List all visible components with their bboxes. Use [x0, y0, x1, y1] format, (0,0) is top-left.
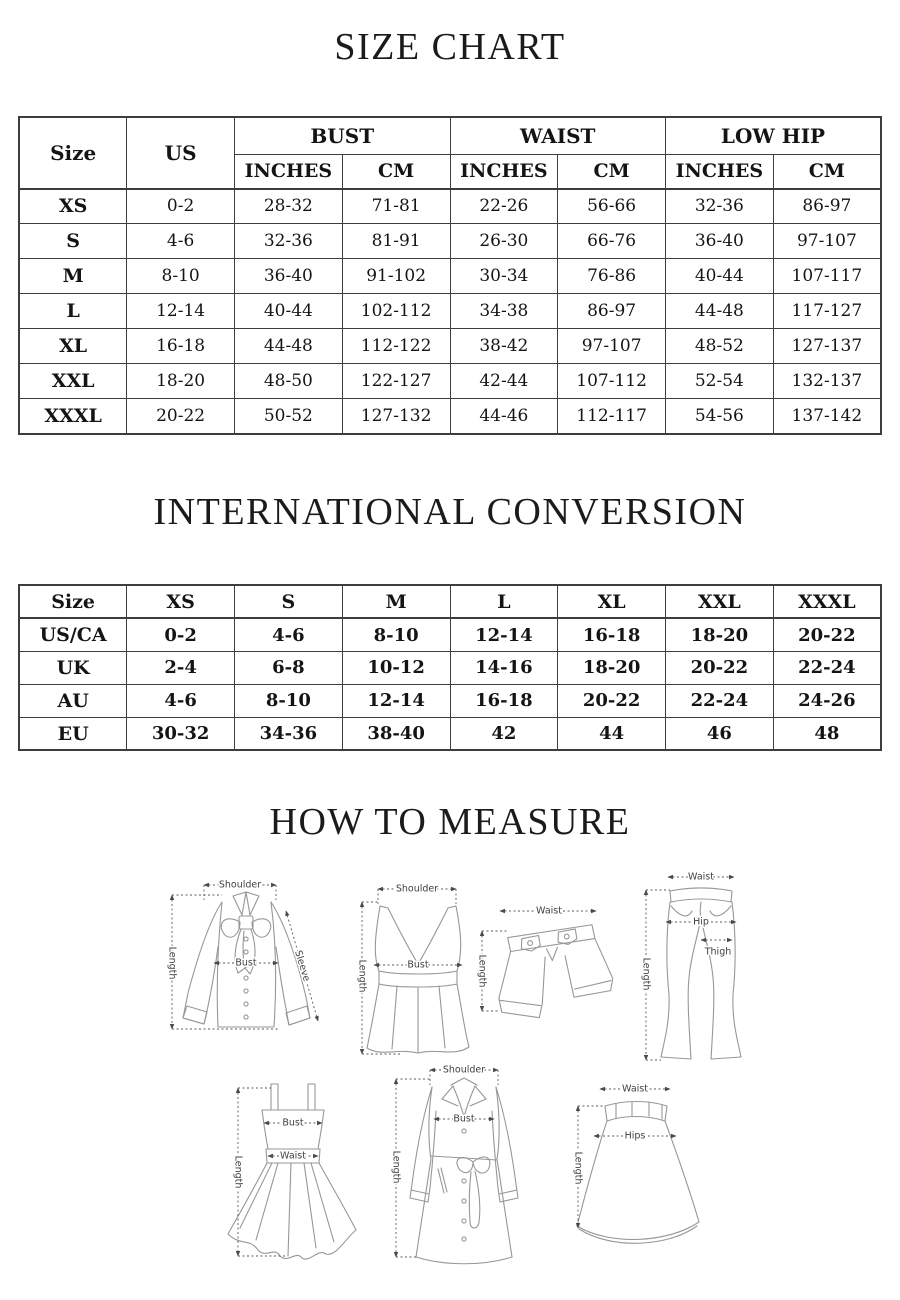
shorts-dimensions	[477, 906, 597, 1012]
skirt-outline	[577, 1102, 699, 1244]
table-cell: 32-36	[235, 224, 343, 259]
col-header-bust: BUST	[235, 117, 451, 155]
col-header: Size	[19, 585, 127, 618]
table-cell: 40-44	[666, 259, 774, 294]
table-row	[19, 651, 881, 684]
blouse-shoulder-label: Shoulder	[218, 879, 262, 891]
table-cell: 16-18	[558, 618, 666, 651]
tank-shoulder-label: Shoulder	[395, 883, 439, 895]
unit-header: INCHES	[235, 154, 343, 189]
tank-outline	[367, 906, 469, 1053]
table-cell: 24-26	[773, 684, 881, 717]
col-header: M	[342, 585, 450, 618]
how-to-measure-title: HOW TO MEASURE	[269, 801, 631, 844]
coat-length-label: Length	[390, 1150, 402, 1184]
table-cell: 8-10	[127, 259, 235, 294]
size-chart-header	[19, 117, 881, 189]
table-cell: 86-97	[558, 294, 666, 329]
shorts-length-label: Length	[476, 954, 488, 988]
table-cell: 42	[450, 717, 558, 750]
table-cell: 14-16	[450, 651, 558, 684]
table-cell: 16-18	[127, 329, 235, 364]
table-cell: 18-20	[558, 651, 666, 684]
conversion-header	[19, 585, 881, 618]
table-cell: 32-36	[666, 189, 774, 224]
table-cell: 107-112	[558, 364, 666, 399]
coat-bust-label: Bust	[453, 1113, 475, 1125]
table-cell: 40-44	[235, 294, 343, 329]
table-cell: 0-2	[127, 618, 235, 651]
table-cell: 44	[558, 717, 666, 750]
table-cell: 102-112	[342, 294, 450, 329]
table-cell: 12-14	[342, 684, 450, 717]
skirt-waist-label: Waist	[622, 1083, 648, 1095]
pants-hip-label: Hip	[693, 916, 709, 928]
table-cell: 127-132	[342, 399, 450, 434]
table-cell: 2-4	[127, 651, 235, 684]
table-cell: 71-81	[342, 189, 450, 224]
table-cell: 50-52	[235, 399, 343, 434]
table-cell: 76-86	[558, 259, 666, 294]
table-cell: 127-137	[773, 329, 881, 364]
dress-dimensions	[233, 1088, 323, 1256]
table-cell: 26-30	[450, 224, 558, 259]
table-cell: 20-22	[773, 618, 881, 651]
table-cell: 132-137	[773, 364, 881, 399]
conversion-title: INTERNATIONAL CONVERSION	[153, 490, 747, 533]
table-cell: 0-2	[127, 189, 235, 224]
table-cell: 30-34	[450, 259, 558, 294]
pants-waist-label: Waist	[688, 871, 714, 883]
col-header: XXXL	[773, 585, 881, 618]
coat-outline	[410, 1078, 518, 1264]
shorts-outline	[494, 924, 615, 1021]
table-row	[19, 224, 881, 259]
table-cell: 42-44	[450, 364, 558, 399]
table-cell: 22-26	[450, 189, 558, 224]
table-cell: 30-32	[127, 717, 235, 750]
table-cell: 112-117	[558, 399, 666, 434]
table-cell: 6-8	[235, 651, 343, 684]
table-row	[19, 259, 881, 294]
table-cell: 38-42	[450, 329, 558, 364]
table-cell: 8-10	[235, 684, 343, 717]
col-header: XS	[127, 585, 235, 618]
tank-length-label: Length	[356, 959, 368, 993]
table-cell: 48-50	[235, 364, 343, 399]
table-cell: 4-6	[127, 224, 235, 259]
table-cell: 48-52	[666, 329, 774, 364]
dress-length-label: Length	[232, 1155, 244, 1189]
table-cell: 44-46	[450, 399, 558, 434]
dress-outline	[228, 1084, 356, 1259]
shorts-waist-label: Waist	[536, 905, 562, 917]
size-cell: XXXL	[19, 399, 127, 434]
size-chart-table	[18, 116, 882, 435]
unit-header: INCHES	[450, 154, 558, 189]
table-cell: 34-36	[235, 717, 343, 750]
table-cell: 10-12	[342, 651, 450, 684]
pants-drawing	[628, 866, 770, 1064]
col-header: XXL	[666, 585, 774, 618]
table-cell: 22-24	[773, 651, 881, 684]
size-cell: XXL	[19, 364, 127, 399]
table-cell: 36-40	[666, 224, 774, 259]
table-cell: 117-127	[773, 294, 881, 329]
region-cell: US/CA	[19, 618, 127, 651]
table-row	[19, 585, 881, 618]
dress-waist-label: Waist	[280, 1150, 306, 1162]
table-cell: 18-20	[666, 618, 774, 651]
skirt-length-label: Length	[572, 1151, 584, 1185]
col-header-us: US	[127, 117, 235, 189]
table-cell: 112-122	[342, 329, 450, 364]
table-row	[19, 329, 881, 364]
col-header: S	[235, 585, 343, 618]
tank-dimensions	[357, 884, 463, 1055]
col-header-lowhip: LOW HIP	[666, 117, 882, 155]
table-cell: 97-107	[558, 329, 666, 364]
table-row	[19, 717, 881, 750]
table-cell: 44-48	[666, 294, 774, 329]
unit-header: CM	[773, 154, 881, 189]
table-row	[19, 618, 881, 651]
table-cell: 56-66	[558, 189, 666, 224]
unit-header: CM	[342, 154, 450, 189]
region-cell: EU	[19, 717, 127, 750]
table-cell: 48	[773, 717, 881, 750]
table-row	[19, 364, 881, 399]
table-cell: 12-14	[450, 618, 558, 651]
size-cell: XL	[19, 329, 127, 364]
how-to-measure-diagrams	[0, 859, 900, 1287]
blouse-sleeve-label: Sleeve	[292, 949, 312, 983]
table-cell: 38-40	[342, 717, 450, 750]
unit-header: CM	[558, 154, 666, 189]
table-cell: 66-76	[558, 224, 666, 259]
table-row	[19, 189, 881, 224]
col-header: L	[450, 585, 558, 618]
table-cell: 122-127	[342, 364, 450, 399]
table-cell: 107-117	[773, 259, 881, 294]
table-cell: 4-6	[127, 684, 235, 717]
table-cell: 52-54	[666, 364, 774, 399]
table-cell: 137-142	[773, 399, 881, 434]
table-cell: 46	[666, 717, 774, 750]
table-row	[19, 294, 881, 329]
table-cell: 81-91	[342, 224, 450, 259]
conversion-table	[18, 584, 882, 751]
skirt-drawing	[550, 1076, 728, 1254]
size-cell: M	[19, 259, 127, 294]
size-cell: S	[19, 224, 127, 259]
table-cell: 34-38	[450, 294, 558, 329]
size-chart-title: SIZE CHART	[334, 26, 566, 68]
size-cell: XS	[19, 189, 127, 224]
table-cell: 22-24	[666, 684, 774, 717]
table-cell: 91-102	[342, 259, 450, 294]
table-cell: 44-48	[235, 329, 343, 364]
table-cell: 12-14	[127, 294, 235, 329]
table-cell: 86-97	[773, 189, 881, 224]
size-cell: L	[19, 294, 127, 329]
region-cell: AU	[19, 684, 127, 717]
col-header-size: Size	[19, 117, 127, 189]
region-cell: UK	[19, 651, 127, 684]
col-header-waist: WAIST	[450, 117, 666, 155]
coat-shoulder-label: Shoulder	[442, 1064, 486, 1076]
table-cell: 54-56	[666, 399, 774, 434]
coat-drawing	[370, 1059, 558, 1271]
table-cell: 20-22	[666, 651, 774, 684]
blouse-bust-label: Bust	[235, 957, 257, 969]
table-cell: 36-40	[235, 259, 343, 294]
table-cell: 97-107	[773, 224, 881, 259]
dress-bust-label: Bust	[282, 1117, 304, 1129]
dress-drawing	[198, 1076, 393, 1266]
skirt-hips-label: Hips	[624, 1130, 646, 1142]
table-row	[19, 399, 881, 434]
table-cell: 16-18	[450, 684, 558, 717]
table-cell: 20-22	[558, 684, 666, 717]
table-cell: 18-20	[127, 364, 235, 399]
tank-bust-label: Bust	[407, 959, 429, 971]
table-row	[19, 684, 881, 717]
table-row	[19, 117, 881, 155]
table-cell: 4-6	[235, 618, 343, 651]
unit-header: INCHES	[666, 154, 774, 189]
col-header: XL	[558, 585, 666, 618]
table-cell: 20-22	[127, 399, 235, 434]
shorts-drawing	[462, 895, 627, 1045]
pants-length-label: Length	[640, 957, 652, 991]
table-cell: 8-10	[342, 618, 450, 651]
blouse-length-label: Length	[166, 946, 178, 980]
pants-outline	[661, 888, 741, 1059]
pants-thigh-label: Thigh	[704, 946, 732, 958]
skirt-dimensions	[573, 1084, 677, 1229]
table-cell: 28-32	[235, 189, 343, 224]
